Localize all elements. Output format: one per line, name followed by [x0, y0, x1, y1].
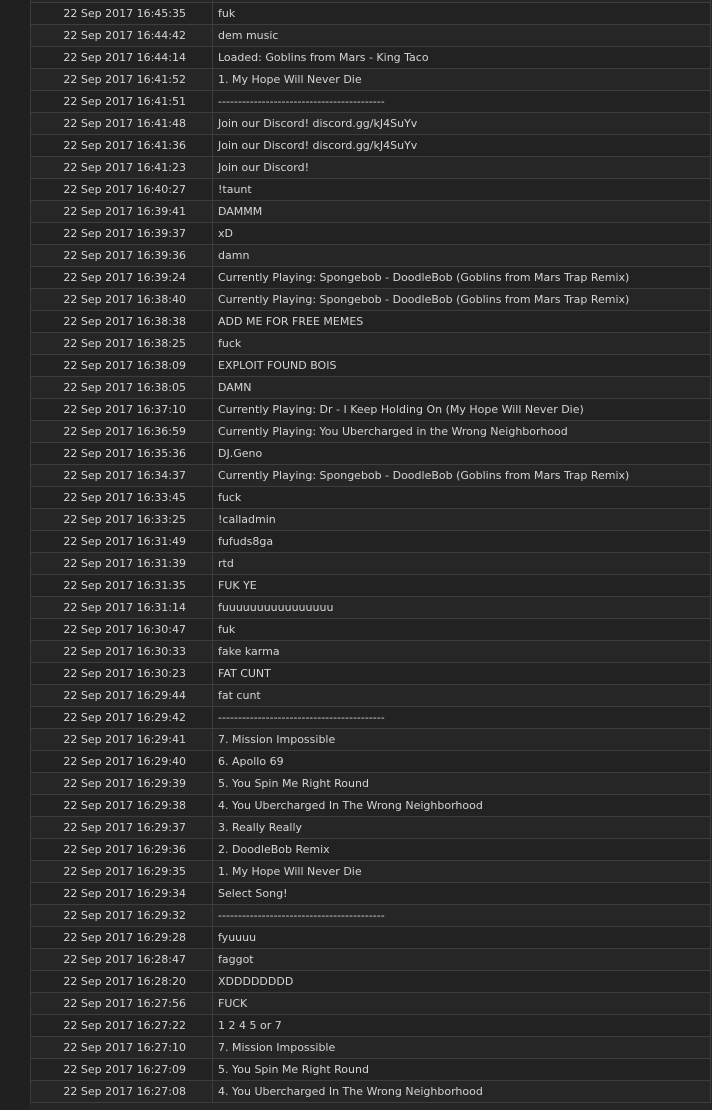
table-row [31, 773, 711, 795]
message-cell: fuk [213, 619, 711, 641]
timestamp-cell: 22 Sep 2017 16:29:36 [31, 839, 213, 861]
table-row [31, 817, 711, 839]
timestamp-cell: 22 Sep 2017 16:27:09 [31, 1059, 213, 1081]
timestamp-cell: 22 Sep 2017 16:31:49 [31, 531, 213, 553]
message-cell: ADD ME FOR FREE MEMES [213, 311, 711, 333]
message-cell: fuck [213, 333, 711, 355]
table-row [31, 905, 711, 927]
table-row [31, 861, 711, 883]
table-row [31, 201, 711, 223]
table-row [31, 47, 711, 69]
table-row [31, 179, 711, 201]
chat-log-table [30, 0, 711, 1103]
timestamp-cell: 22 Sep 2017 16:39:41 [31, 201, 213, 223]
message-cell: damn [213, 245, 711, 267]
timestamp-cell: 22 Sep 2017 16:31:14 [31, 597, 213, 619]
table-row [31, 157, 711, 179]
timestamp-cell: 22 Sep 2017 16:39:37 [31, 223, 213, 245]
timestamp-cell: 22 Sep 2017 16:39:36 [31, 245, 213, 267]
table-row [31, 641, 711, 663]
table-row [31, 267, 711, 289]
message-cell: rtd [213, 553, 711, 575]
table-row [31, 883, 711, 905]
message-cell: ------------------------------------------ [213, 905, 711, 927]
timestamp-cell: 22 Sep 2017 16:38:25 [31, 333, 213, 355]
timestamp-cell: 22 Sep 2017 16:29:42 [31, 707, 213, 729]
table-row [31, 223, 711, 245]
table-row [31, 619, 711, 641]
message-cell: 7. Mission Impossible [213, 729, 711, 751]
timestamp-cell: 22 Sep 2017 16:29:37 [31, 817, 213, 839]
message-cell: Select Song! [213, 883, 711, 905]
chat-log-body [31, 0, 711, 1103]
message-cell: fuck [213, 487, 711, 509]
message-cell: fat cunt [213, 685, 711, 707]
table-row [31, 707, 711, 729]
table-row [31, 113, 711, 135]
timestamp-cell: 22 Sep 2017 16:34:37 [31, 465, 213, 487]
table-row [31, 289, 711, 311]
table-row [31, 399, 711, 421]
timestamp-cell: 22 Sep 2017 16:29:28 [31, 927, 213, 949]
message-cell: EXPLOIT FOUND BOIS [213, 355, 711, 377]
table-row [31, 553, 711, 575]
table-row [31, 465, 711, 487]
table-row [31, 509, 711, 531]
table-row [31, 377, 711, 399]
timestamp-cell: 22 Sep 2017 16:38:09 [31, 355, 213, 377]
message-cell: dem music [213, 25, 711, 47]
message-cell: FUCK [213, 993, 711, 1015]
message-cell: !taunt [213, 179, 711, 201]
timestamp-cell: 22 Sep 2017 16:41:51 [31, 91, 213, 113]
message-cell: Join our Discord! [213, 157, 711, 179]
timestamp-cell: 22 Sep 2017 16:41:36 [31, 135, 213, 157]
message-cell: fake karma [213, 641, 711, 663]
left-gutter [0, 0, 30, 1110]
message-cell: Currently Playing: Spongebob - DoodleBob (Goblins from Mars Trap Remix) [213, 465, 711, 487]
table-row [31, 311, 711, 333]
timestamp-cell: 22 Sep 2017 16:27:22 [31, 1015, 213, 1037]
message-cell: ------------------------------------------ [213, 707, 711, 729]
table-row [31, 927, 711, 949]
table-row [31, 949, 711, 971]
table-row [31, 1059, 711, 1081]
table-row [31, 333, 711, 355]
table-row [31, 575, 711, 597]
timestamp-cell: 22 Sep 2017 16:35:36 [31, 443, 213, 465]
table-row [31, 421, 711, 443]
timestamp-cell: 22 Sep 2017 16:37:10 [31, 399, 213, 421]
message-cell: DAMMM [213, 201, 711, 223]
message-cell: FAT CUNT [213, 663, 711, 685]
message-cell: XDDDDDDDD [213, 971, 711, 993]
message-cell: 1. My Hope Will Never Die [213, 69, 711, 91]
table-row [31, 135, 711, 157]
message-cell: Join our Discord! discord.gg/kJ4SuYv [213, 113, 711, 135]
timestamp-cell: 22 Sep 2017 16:30:47 [31, 619, 213, 641]
table-row [31, 91, 711, 113]
timestamp-cell: 22 Sep 2017 16:41:48 [31, 113, 213, 135]
timestamp-cell: 22 Sep 2017 16:38:05 [31, 377, 213, 399]
message-cell: DJ.Geno [213, 443, 711, 465]
timestamp-cell: 22 Sep 2017 16:40:27 [31, 179, 213, 201]
message-cell: 1. My Hope Will Never Die [213, 861, 711, 883]
timestamp-cell: 22 Sep 2017 16:29:38 [31, 795, 213, 817]
table-row [31, 993, 711, 1015]
table-row [31, 531, 711, 553]
timestamp-cell: 22 Sep 2017 16:27:08 [31, 1081, 213, 1103]
table-row [31, 795, 711, 817]
table-row [31, 487, 711, 509]
table-row [31, 751, 711, 773]
timestamp-cell: 22 Sep 2017 16:27:56 [31, 993, 213, 1015]
table-row [31, 355, 711, 377]
message-cell: Join our Discord! discord.gg/kJ4SuYv [213, 135, 711, 157]
timestamp-cell: 22 Sep 2017 16:38:38 [31, 311, 213, 333]
message-cell: Currently Playing: Spongebob - DoodleBob (Goblins from Mars Trap Remix) [213, 267, 711, 289]
timestamp-cell: 22 Sep 2017 16:33:45 [31, 487, 213, 509]
table-row [31, 3, 711, 25]
timestamp-cell: 22 Sep 2017 16:29:40 [31, 751, 213, 773]
message-cell: 4. You Ubercharged In The Wrong Neighborhood [213, 1081, 711, 1103]
table-row [31, 597, 711, 619]
table-row [31, 443, 711, 465]
message-cell: 5. You Spin Me Right Round [213, 1059, 711, 1081]
timestamp-cell: 22 Sep 2017 16:29:39 [31, 773, 213, 795]
message-cell: 3. Really Really [213, 817, 711, 839]
timestamp-cell: 22 Sep 2017 16:29:41 [31, 729, 213, 751]
timestamp-cell: 22 Sep 2017 16:44:14 [31, 47, 213, 69]
timestamp-cell: 22 Sep 2017 16:29:32 [31, 905, 213, 927]
table-row [31, 69, 711, 91]
table-row [31, 25, 711, 47]
message-cell: 1 2 4 5 or 7 [213, 1015, 711, 1037]
table-row [31, 729, 711, 751]
message-cell: fuk [213, 3, 711, 25]
message-cell: fufuds8ga [213, 531, 711, 553]
timestamp-cell: 22 Sep 2017 16:29:35 [31, 861, 213, 883]
timestamp-cell: 22 Sep 2017 16:31:39 [31, 553, 213, 575]
message-cell: fuuuuuuuuuuuuuuuu [213, 597, 711, 619]
message-cell: FUK YE [213, 575, 711, 597]
message-cell: Currently Playing: Spongebob - DoodleBob (Goblins from Mars Trap Remix) [213, 289, 711, 311]
timestamp-cell: 22 Sep 2017 16:28:47 [31, 949, 213, 971]
timestamp-cell: 22 Sep 2017 16:33:25 [31, 509, 213, 531]
timestamp-cell: 22 Sep 2017 16:31:35 [31, 575, 213, 597]
message-cell: Loaded: Goblins from Mars - King Taco [213, 47, 711, 69]
message-cell: ------------------------------------------ [213, 91, 711, 113]
message-cell: 6. Apollo 69 [213, 751, 711, 773]
table-row [31, 1037, 711, 1059]
table-row [31, 1015, 711, 1037]
table-row [31, 1081, 711, 1103]
timestamp-cell: 22 Sep 2017 16:39:24 [31, 267, 213, 289]
message-cell: Currently Playing: Dr - I Keep Holding On (My Hope Will Never Die) [213, 399, 711, 421]
table-row [31, 663, 711, 685]
timestamp-cell: 22 Sep 2017 16:38:40 [31, 289, 213, 311]
message-cell: faggot [213, 949, 711, 971]
table-row [31, 245, 711, 267]
timestamp-cell: 22 Sep 2017 16:27:10 [31, 1037, 213, 1059]
table-row [31, 685, 711, 707]
timestamp-cell: 22 Sep 2017 16:45:35 [31, 3, 213, 25]
message-cell: 5. You Spin Me Right Round [213, 773, 711, 795]
message-cell: DAMN [213, 377, 711, 399]
table-row [31, 839, 711, 861]
timestamp-cell: 22 Sep 2017 16:36:59 [31, 421, 213, 443]
table-row [31, 971, 711, 993]
message-cell: fyuuuu [213, 927, 711, 949]
timestamp-cell: 22 Sep 2017 16:30:33 [31, 641, 213, 663]
message-cell: Currently Playing: You Ubercharged in the Wrong Neighborhood [213, 421, 711, 443]
timestamp-cell: 22 Sep 2017 16:29:34 [31, 883, 213, 905]
message-cell: !calladmin [213, 509, 711, 531]
message-cell: 2. DoodleBob Remix [213, 839, 711, 861]
timestamp-cell: 22 Sep 2017 16:28:20 [31, 971, 213, 993]
message-cell: 4. You Ubercharged In The Wrong Neighborhood [213, 795, 711, 817]
timestamp-cell: 22 Sep 2017 16:29:44 [31, 685, 213, 707]
message-cell: 7. Mission Impossible [213, 1037, 711, 1059]
timestamp-cell: 22 Sep 2017 16:41:23 [31, 157, 213, 179]
timestamp-cell: 22 Sep 2017 16:41:52 [31, 69, 213, 91]
timestamp-cell: 22 Sep 2017 16:44:42 [31, 25, 213, 47]
timestamp-cell: 22 Sep 2017 16:30:23 [31, 663, 213, 685]
message-cell: xD [213, 223, 711, 245]
